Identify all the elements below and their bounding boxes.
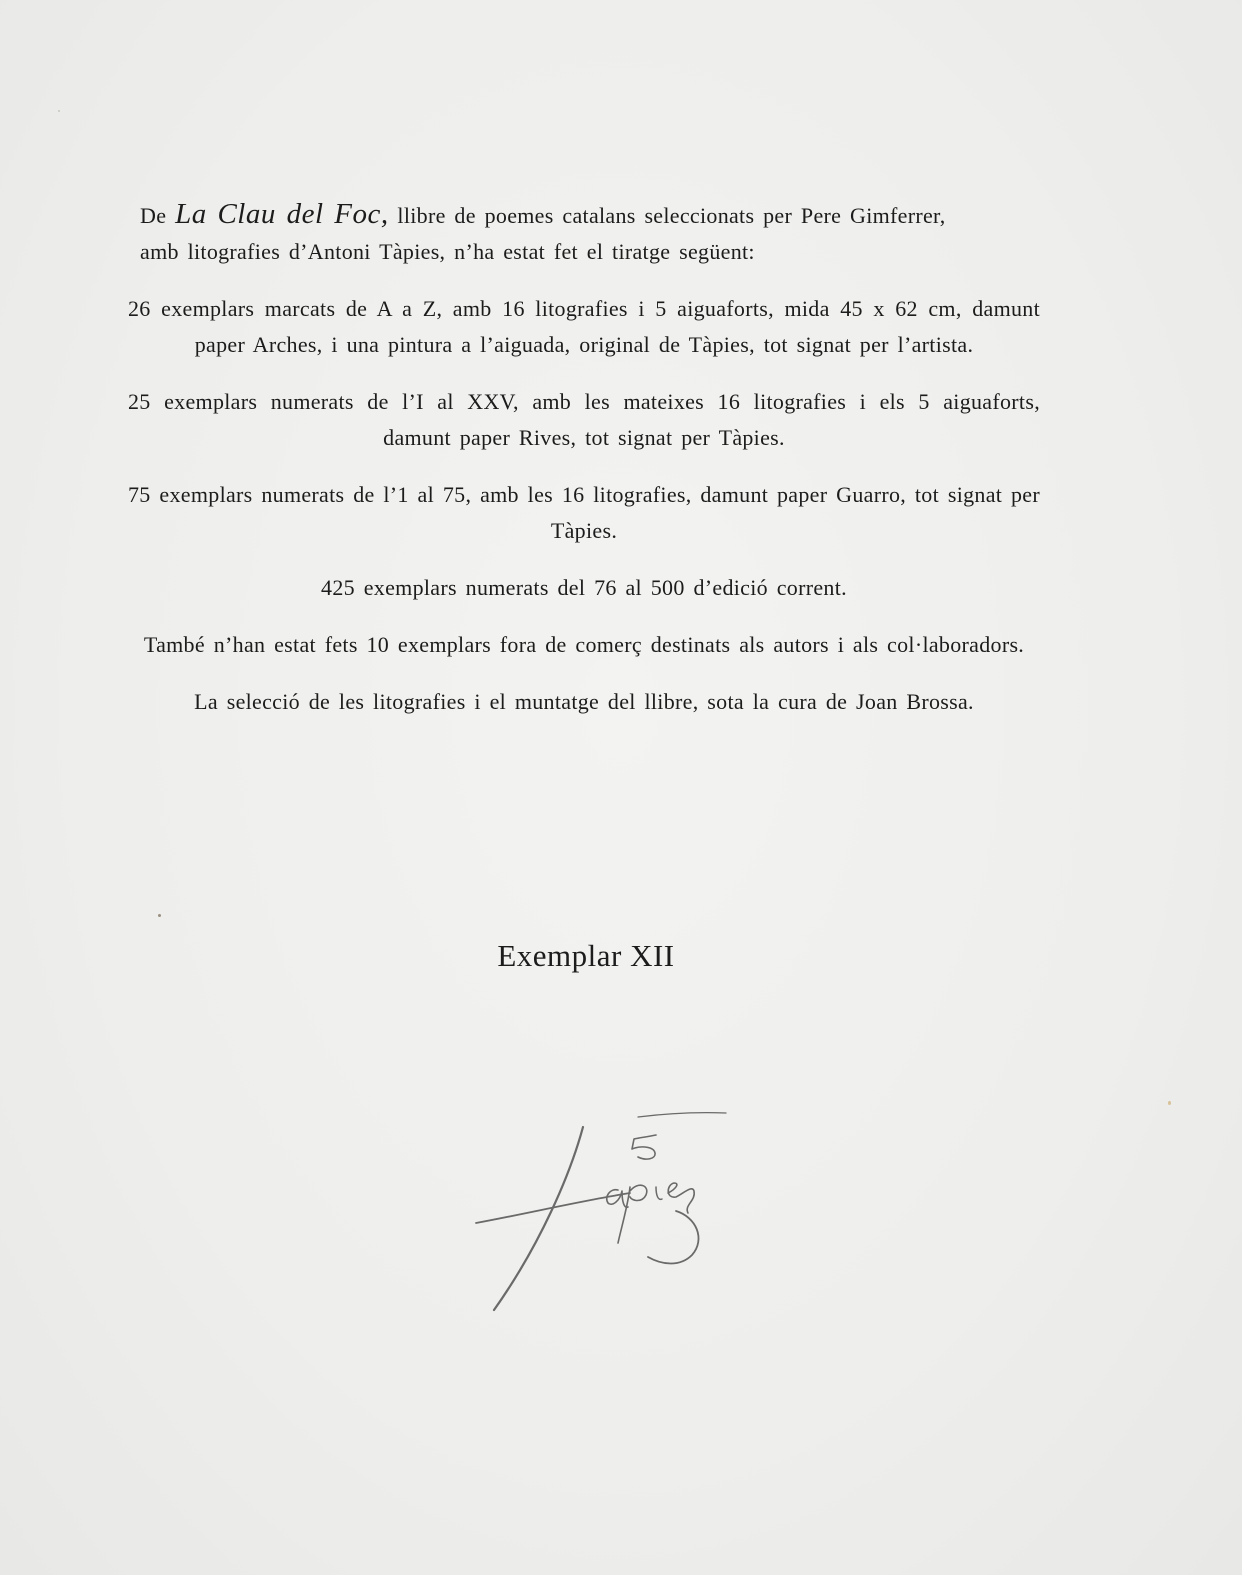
intro-line1-rest: llibre de poemes catalans seleccionats per Pere Gimferrer, [388,203,946,228]
edition-hors-commerce-paragraph: També n’han estat fets 10 exemplars fora de comerç destinats als autors i als col·laboradors. [143,632,1025,657]
paper-speck [58,110,60,112]
handwritten-signature-icon [470,1105,740,1320]
intro-prefix: De [140,203,176,228]
paper-speck [1168,1101,1171,1105]
colophon-intro-paragraph [128,196,1040,270]
paper-speck [158,914,161,917]
colophon-text [128,196,1040,741]
credits-paragraph: La selecció de les litografies i el muntatge del llibre, sota la cura de Joan Brossa. [194,689,974,714]
edition-current-paragraph: 425 exemplars numerats del 76 al 500 d’edició corrent. [321,575,847,600]
intro-line2: amb litografies d’Antoni Tàpies, n’ha estat fet el tiratge següent: [140,239,755,264]
edition-1-75-paragraph: 75 exemplars numerats de l’1 al 75, amb les 16 litografies, damunt paper Guarro, tot signat per Tàpies. [128,482,1040,543]
exemplar-number: Exemplar XII [497,938,675,973]
edition-a-z-paragraph: 26 exemplars marcats de A a Z, amb 16 litografies i 5 aiguaforts, mida 45 x 62 cm, damunt paper Arches, i una pintura a l’aiguada, original de Tàpies, tot signat per l’artista. [128,296,1040,357]
book-title: La Clau del Foc, [175,198,389,230]
edition-roman-paragraph: 25 exemplars numerats de l’I al XXV, amb les mateixes 16 litografies i els 5 aiguaforts, damunt paper Rives, tot signat per Tàpies. [128,389,1040,450]
